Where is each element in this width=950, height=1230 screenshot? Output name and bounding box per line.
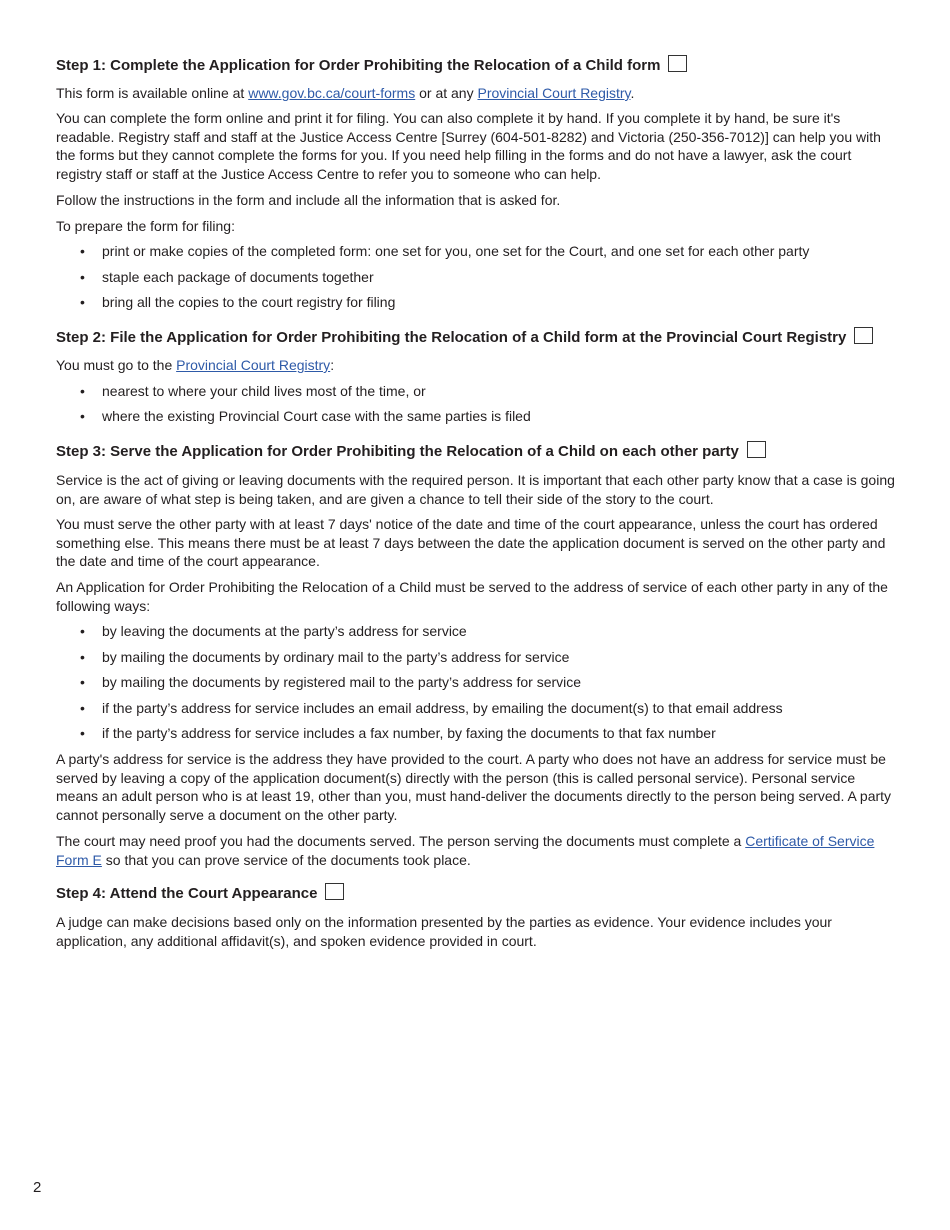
step3-heading bbox=[56, 441, 896, 462]
list-item: • bring all the copies to the court registry for filing bbox=[80, 294, 396, 310]
text: You must go to the bbox=[56, 357, 177, 373]
step4-heading-text: Step 4: Attend the Court Appearance bbox=[56, 885, 318, 902]
list-item: • by mailing the documents by registered mail to the party’s address for service bbox=[80, 674, 582, 690]
list-item: • if the party’s address for service includes a fax number, by faxing the documents to that fax number bbox=[80, 725, 716, 741]
list-text: if the party’s address for service includes a fax number, by faxing the documents to that fax number bbox=[102, 725, 716, 741]
list-text: staple each package of documents together bbox=[102, 269, 374, 285]
list-item: • by mailing the documents by ordinary mail to the party’s address for service bbox=[80, 649, 570, 665]
list-item: • where the existing Provincial Court case with the same parties is filed bbox=[80, 408, 531, 424]
step3-paragraph: Service is the act of giving or leaving documents with the required person. It is important that each other party know that a case is going on, are aware of what step is being taken, and are given a chance to tell their side of the story to the court. bbox=[56, 472, 895, 507]
text: or at any bbox=[415, 85, 478, 101]
step2-heading bbox=[56, 327, 896, 348]
step2-heading-text: Step 2: File the Application for Order Prohibiting the Relocation of a Child form at the Provincial Court Registry bbox=[56, 329, 847, 346]
list-text: by mailing the documents by ordinary mail to the party’s address for service bbox=[102, 649, 570, 665]
step1-heading bbox=[56, 55, 896, 76]
text: . bbox=[630, 85, 635, 101]
step2-paragraph bbox=[56, 356, 896, 375]
registry-link[interactable]: Provincial Court Registry bbox=[477, 85, 631, 101]
step3-paragraph: An Application for Order Prohibiting the Relocation of a Child must be served to the address of service of each other party in any of the following ways: bbox=[56, 579, 888, 614]
step1-heading-text: Step 1: Complete the Application for Order Prohibiting the Relocation of a Child form bbox=[56, 57, 661, 74]
step1-checkbox[interactable] bbox=[668, 55, 687, 72]
list-text: if the party’s address for service includes an email address, by emailing the document(s) to that email address bbox=[102, 700, 783, 716]
list-text: bring all the copies to the court registry for filing bbox=[102, 294, 396, 310]
step1-paragraph: You can complete the form online and print it for filing. You can also complete it by hand. If you complete it by hand, be sure it's readable. Registry staff and staff at the Justice Access Centre [Surrey (604-501-8282) and Victoria (250-356-7012)] can help you with the forms but they cannot complete the forms for you. If you need help filling in the forms and do not have a lawyer, ask the court registry staff or staff at the Justice Access Centre to refer you to someone who can help. bbox=[56, 110, 881, 182]
step3-paragraph bbox=[56, 832, 896, 869]
list-text: where the existing Provincial Court case with the same parties is filed bbox=[102, 408, 531, 424]
list-text: print or make copies of the completed form: one set for you, one set for the Court, and one set for each other party bbox=[102, 243, 810, 259]
step1-paragraph: To prepare the form for filing: bbox=[56, 218, 235, 234]
list-text: by mailing the documents by registered mail to the party’s address for service bbox=[102, 674, 582, 690]
step1-availability bbox=[56, 84, 896, 103]
list-item: • if the party’s address for service includes an email address, by emailing the document(s) to that email address bbox=[80, 700, 783, 716]
step3-paragraph: A party's address for service is the address they have provided to the court. A party who does not have an address for service must be served by leaving a copy of the application document(s) directly with the person (this is called personal service). Personal service means an adult person who is at least 19, other than you, must hand-deliver the documents directly to the person being served. A party cannot personally serve a document on the other party. bbox=[56, 751, 892, 823]
list-text: nearest to where your child lives most of the time, or bbox=[102, 383, 426, 399]
court-forms-link[interactable]: www.gov.bc.ca/court-forms bbox=[248, 85, 416, 101]
text: : bbox=[330, 357, 335, 373]
list-text: by leaving the documents at the party’s address for service bbox=[102, 623, 467, 639]
list-item: • nearest to where your child lives most of the time, or bbox=[80, 383, 426, 399]
step2-checkbox[interactable] bbox=[854, 327, 873, 344]
page-number: 2 bbox=[33, 1179, 42, 1196]
step3-paragraph: You must serve the other party with at least 7 days' notice of the date and time of the court appearance, unless the court has ordered something else. This means there must be at least 7 days between the date the application document is served on the other party and the date and time of the court appearance. bbox=[56, 516, 886, 570]
step4-heading bbox=[56, 883, 896, 904]
text: so that you can prove service of the documents took place. bbox=[101, 851, 471, 868]
step3-heading-text: Step 3: Serve the Application for Order Prohibiting the Relocation of a Child on each other party bbox=[56, 443, 739, 460]
step3-checkbox[interactable] bbox=[747, 441, 766, 458]
step4-paragraph: A judge can make decisions based only on the information presented by the parties as evidence. Your evidence includes your application, any additional affidavit(s), and spoken evidence provided in court. bbox=[56, 914, 832, 949]
text: This form is available online at bbox=[56, 85, 249, 101]
list-item: • print or make copies of the completed form: one set for you, one set for the Court, and one set for each other party bbox=[80, 243, 810, 259]
list-item: • staple each package of documents together bbox=[80, 269, 374, 285]
registry-link[interactable]: Provincial Court Registry bbox=[176, 357, 331, 373]
step4-checkbox[interactable] bbox=[325, 883, 344, 900]
text: The court may need proof you had the documents served. The person serving the documents must complete a bbox=[56, 833, 746, 849]
list-item: • by leaving the documents at the party’s address for service bbox=[80, 623, 467, 639]
step1-paragraph: Follow the instructions in the form and include all the information that is asked for. bbox=[56, 192, 561, 208]
certificate-of-service-link[interactable]: Certificate of Service Form E bbox=[56, 833, 875, 868]
